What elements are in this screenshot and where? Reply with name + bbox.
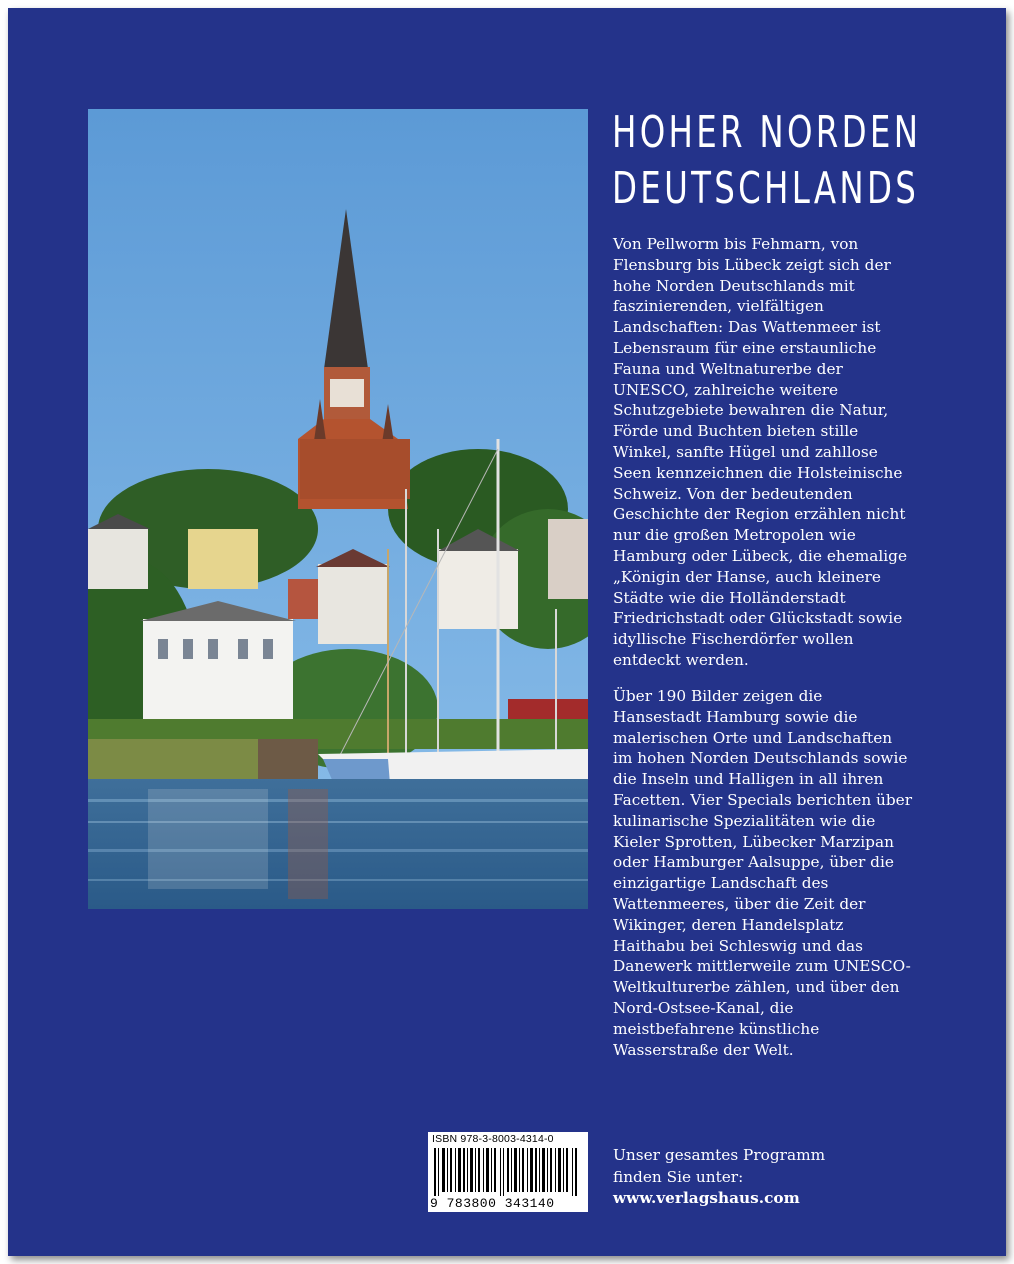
- harbor-illustration: [88, 109, 588, 909]
- program-line-2: finden Sie unter:: [613, 1167, 744, 1186]
- description-paragraph-2: Über 190 Bilder zeigen die Hansestadt Hamburg sowie die malerischen Orte und Landschaften im hohen Norden Deutschlands sowie die Inseln und Halligen in all ihren Facetten. Vier Specials berichten über kulinarische Spezialitäten wie die Kieler Sprotten, Lübecker Marzipan oder Hamburger Aalsuppe, über die einzigartige Landschaft des Wattenmeeres, über die Zeit der Wikinger, deren Handelsplatz Haithabu bei Schleswig und das Danewerk mittlerweile zum UNESCO-Weltkulturerbe zählen, und über den Nord-Ostsee-Kanal, die meistbefahrene künstliche Wasserstraße der Welt.: [613, 687, 913, 1059]
- publisher-website-link[interactable]: www.verlagshaus.com: [613, 1189, 800, 1207]
- book-back-cover: [8, 8, 1006, 1256]
- description-paragraph-1: Von Pellworm bis Fehmarn, von Flensburg bis Lübeck zeigt sich der hohe Norden Deutschlands mit faszinierenden, vielfältigen Landschaften: Das Wattenmeer ist Lebensraum für eine erstaunliche Fauna und Weltnaturerbe der UNESCO, zahlreiche weitere Schutzgebiete bewahren die Natur, Förde und Buchten bieten stille Winkel, sanfte Hügel und zahllose Seen kennzeichnen die Holsteinische Schweiz. Von der bedeutenden Geschichte der Region erzählen nicht nur die großen Metropolen wie Hamburg oder Lübeck, die ehemalige „Königin der Hanse, auch kleinere Städte wie die Holländerstadt Friedrichstadt oder Glückstadt sowie idyllische Fischerdörfer wollen entdeckt werden.: [613, 235, 908, 669]
- isbn-barcode: [428, 1132, 588, 1212]
- book-title: [612, 105, 924, 217]
- publisher-program-note: [613, 1145, 913, 1210]
- cover-photo-harbor-church: [88, 109, 588, 909]
- program-line-1: Unser gesamtes Programm: [613, 1146, 826, 1164]
- title-line-2: DEUTSCHLANDS: [612, 163, 920, 214]
- barcode-bars: [434, 1148, 582, 1196]
- isbn-digits: 9 783800 343140: [430, 1196, 555, 1211]
- isbn-label: ISBN 978-3-8003-4314-0: [432, 1133, 554, 1145]
- title-line-1: HOHER NORDEN: [612, 107, 922, 158]
